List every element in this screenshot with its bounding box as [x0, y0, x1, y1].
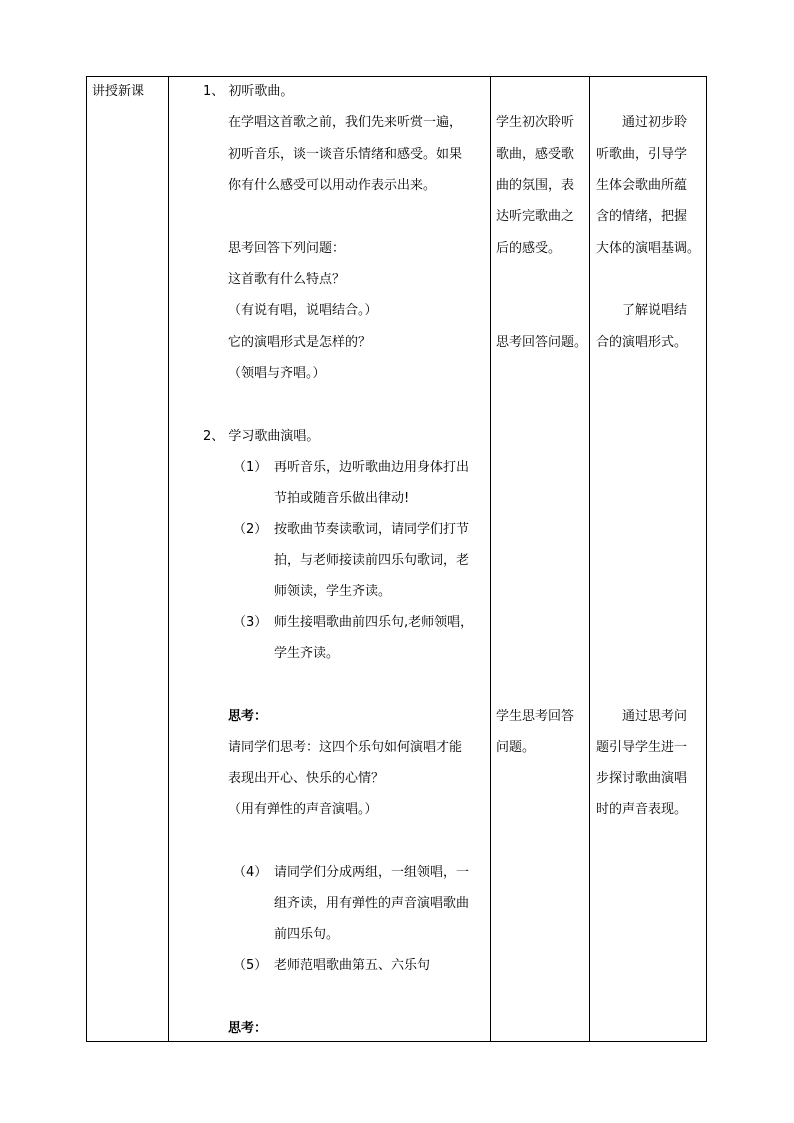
- question-1: 这首歌有什么特点？: [228, 272, 346, 287]
- student-line: 歌曲，感受歌: [496, 147, 575, 162]
- column-divider: [490, 77, 491, 1041]
- step-line: 前四乐句。: [274, 927, 340, 942]
- purpose-line: 题引导学生进一: [596, 740, 688, 755]
- item1-title: 1、 初听歌曲。: [203, 84, 294, 99]
- student-line: 学生思考回答: [496, 709, 575, 724]
- student-line: 达听完歌曲之: [496, 209, 575, 224]
- step-line: 按歌曲节奏读歌词，请同学们打节: [274, 522, 470, 537]
- section-label: 讲授新课: [92, 84, 145, 99]
- step-line: 拍，与老师接读前四乐句歌词，老: [274, 553, 470, 568]
- student-line: 后的感受。: [496, 241, 562, 256]
- purpose-line: 了解说唱结: [622, 303, 688, 318]
- purpose-line: 合的演唱形式。: [596, 335, 688, 350]
- step-number: （3）: [233, 615, 268, 630]
- step-line: 师生接唱歌曲前四乐句,老师领唱，: [274, 615, 474, 630]
- purpose-line: 步探讨歌曲演唱: [596, 771, 688, 786]
- item2-title: 2、 学习歌曲演唱。: [203, 429, 320, 444]
- step-number: （1）: [233, 460, 268, 475]
- student-line: 问题。: [496, 740, 536, 755]
- purpose-line: 通过思考问: [622, 709, 688, 724]
- think-question-line: 表现出开心、快乐的心情？: [228, 771, 385, 786]
- purpose-line: 生体会歌曲所蕴: [596, 178, 688, 193]
- student-line: 思考回答问题。: [496, 335, 588, 350]
- intro-line: 初听音乐，谈一谈音乐情绪和感受。如果: [228, 147, 463, 162]
- think-question-line: 请同学们思考：这四个乐句如何演唱才能: [228, 740, 463, 755]
- purpose-line: 时的声音表现。: [596, 802, 688, 817]
- step-line: 再听音乐，边听歌曲边用身体打出: [274, 460, 470, 475]
- column-divider: [168, 77, 169, 1041]
- question-2: 它的演唱形式是怎样的？: [228, 335, 372, 350]
- student-line: 曲的氛围，表: [496, 178, 575, 193]
- purpose-line: 含的情绪，把握: [596, 209, 688, 224]
- step-line: 请同学们分成两组，一组领唱，一: [274, 865, 470, 880]
- intro-line: 你有什么感受可以用动作表示出来。: [228, 178, 437, 193]
- purpose-line: 通过初步聆: [622, 115, 688, 130]
- answer-2: （领唱与齐唱。）: [228, 366, 326, 381]
- step-line: 节拍或随音乐做出律动!: [274, 491, 410, 506]
- think-label: 思考：: [228, 1021, 268, 1036]
- answer-1: （有说有唱，说唱结合。）: [228, 303, 378, 318]
- purpose-line: 大体的演唱基调。: [596, 241, 701, 256]
- intro-line: 在学唱这首歌之前，我们先来听赏一遍，: [228, 115, 463, 130]
- purpose-line: 听歌曲，引导学: [596, 147, 688, 162]
- student-line: 学生初次聆听: [496, 115, 575, 130]
- step-line: 组齐读，用有弹性的声音演唱歌曲: [274, 896, 470, 911]
- step-line: 师领读，学生齐读。: [274, 584, 392, 599]
- step-line: 老师范唱歌曲第五、六乐句: [274, 958, 431, 973]
- step-number: （2）: [233, 522, 268, 537]
- step-number: （5）: [233, 958, 268, 973]
- step-number: （4）: [233, 865, 268, 880]
- step-line: 学生齐读。: [274, 646, 340, 661]
- think-answer: （用有弹性的声音演唱。）: [228, 802, 378, 817]
- think-prompt: 思考回答下列问题：: [228, 241, 346, 256]
- column-divider: [589, 77, 590, 1041]
- think-label: 思考：: [228, 709, 268, 724]
